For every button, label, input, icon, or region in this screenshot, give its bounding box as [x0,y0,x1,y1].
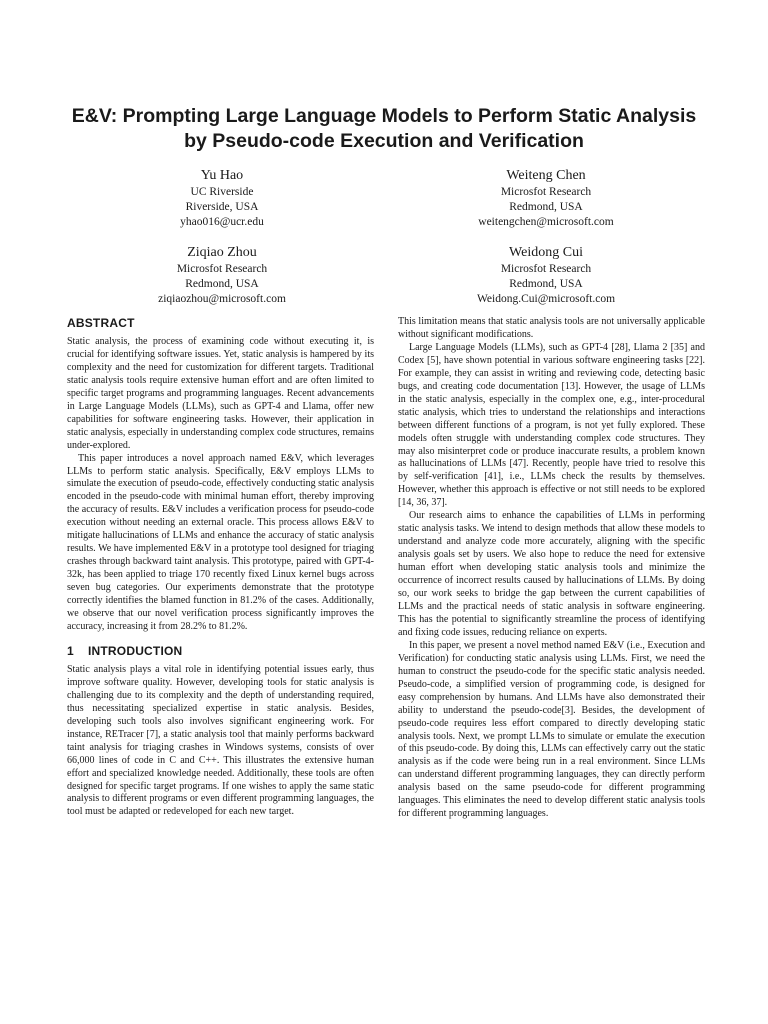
body-paragraph: Large Language Models (LLMs), such as GPT-4 [28], Llama 2 [35] and Codex [5], have shown potential in various software engineering tasks [22]. For example, they can assist in writing and reviewing code, detecting basic bugs, and creating code documentation [13]. However, the usage of LLMs in the static analysis, especially in the complex one, e.g., inter-procedural static analysis, which tries to understand the relationships and interactions between different functions of a program, is not yet fully explored. These models often struggle with understanding complex code structures. They may also misinterpret code or produce inaccurate results, a problem known as hallucinations of LLMs [47]. Recently, people have tried to resolve this by self-verification [41], i.e., LLMs check the results by themselves. However, whether this approach is effective or not still needs to be explored [14, 36, 37]. [398,341,705,509]
body-paragraph: This limitation means that static analysis tools are not universally applicable without significant modifications. [398,316,705,340]
author-card [60,167,384,230]
author-affiliation: Microsfot Research [500,263,592,275]
author-name: Weiteng Chen [506,168,586,183]
left-column [67,316,374,819]
author-name: Ziqiao Zhou [187,245,257,260]
author-email: weitengchen@microsoft.com [478,216,614,228]
author-location: Redmond, USA [185,278,259,290]
section-number: 1 [67,643,74,658]
author-location: Redmond, USA [509,201,583,213]
author-email: yhao016@ucr.edu [180,216,264,228]
author-card [60,244,384,307]
abstract-paragraph: This paper introduces a novel approach named E&V, which leverages LLMs to perform static analysis. Specifically, E&V employs LLMs to simulate the execution of pseudo-code, effectively conducting static analysis encoded in the pseudo-code with minimal human effort, thereby improving the accuracy of results. E&V includes a verification process for pseudo-code execution without needing an external oracle. This process allows E&V to mitigate hallucinations of LLMs and enhance the accuracy of static analysis results. We have implemented E&V in a prototype tool designed for triaging crashes through backward taint analysis. This prototype, paired with GPT-4-32k, has been applied to triage 170 recently fixed Linux kernel bugs across seven bug categories. Our experiments demonstrate that the prototype correctly identifies the blamed function in 81.2% of the cases. Additionally, we observe that our novel verification process significantly improves the accuracy, increasing it from 28.2% to 81.2%. [67,452,374,632]
author-block [60,167,708,307]
author-affiliation: Microsfot Research [176,263,268,275]
section-heading-introduction [67,644,374,659]
section-title: INTRODUCTION [88,643,183,658]
author-location: Riverside, USA [185,201,259,213]
author-name: Yu Hao [200,168,244,183]
author-affiliation: UC Riverside [190,186,254,198]
body-paragraph: Static analysis plays a vital role in identifying potential issues early, thus improve software quality. However, developing tools for static analysis is challenging due to its complexity and the depth of understanding required, thus necessitating specialized expertise in static analysis. Besides, developing such tools also involves significant engineering work. For instance, RETracer [7], a static analysis tool that mainly performs backward taint analysis for triaging crashes in Windows systems, consists of over 66,000 lines of code in C and C++. This illustrates the extensive human effort and specialized knowledge needed. Additionally, these tools are often designed for specific target programs. If one wishes to apply the same static analysis to different programs or even different programming languages, the tool must be adapted or redeveloped for each new target. [67,663,374,818]
author-name: Weidong Cui [509,245,583,260]
author-email: ziqiaozhou@microsoft.com [158,293,286,305]
author-location: Redmond, USA [509,278,583,290]
right-column [398,316,705,821]
body-paragraph: Our research aims to enhance the capabilities of LLMs in performing static analysis tasks. We intend to design methods that allow these models to understand and analyze code more accurately, aligning with the specific analysis goals set by users. We also hope to reduce the need for extensive human effort when developing static analysis tools and minimize the occurrence of incorrect results caused by hallucinations of LLMs. By doing so, our work seeks to bridge the gap between the current capabilities of LLMs and the practical needs of static analysis in software engineering. This has the potential to significantly streamline the process of identifying and fixing code issues, reducing reliance on experts. [398,510,705,638]
abstract-paragraph: Static analysis, the process of examining code without executing it, is crucial for identifying software issues. Yet, static analysis is hampered by its complexity and the need for customization for different targets. Traditional static analysis tools require extensive human effort and are often limited to specific target programs and programming languages. Recent advancements in Large Language Models (LLMs), such as GPT-4 and Llama, offer new capabilities for software engineering tasks. However, their application in static analysis, especially in understanding complex code structures, remains under-explored. [67,336,374,451]
author-card [384,167,708,230]
author-email: Weidong.Cui@microsoft.com [476,293,616,305]
author-card [384,244,708,307]
body-paragraph: In this paper, we present a novel method named E&V (i.e., Execution and Verification) for conducting static analysis using LLMs. First, we need the human to construct the pseudo-code for the specific static analysis needed. Pseudo-code, a simplified version of programming code, is designed for easy comprehension by humans. And LLMs have also demonstrated their ability to understand the pseudo-code[3]. Besides, the development of pseudo-code requires less effort compared to directly developing static analysis tools. Next, we prompt LLMs to simulate or emulate the execution of this pseudo-code. By doing this, LLMs can effectively carry out the static analysis as if the code were being run in a real environment. Since LLMs can understand different programming languages, they can directly perform analysis based on the same pseudo-code for different programming languages. This eliminates the need to develop different static analysis tools for different programming languages. [398,639,705,820]
paper-title: E&V: Prompting Large Language Models to Perform Static Analysis by Pseudo-code Execution and Verification [71,105,697,152]
abstract-heading: ABSTRACT [67,316,135,330]
author-affiliation: Microsfot Research [500,186,592,198]
